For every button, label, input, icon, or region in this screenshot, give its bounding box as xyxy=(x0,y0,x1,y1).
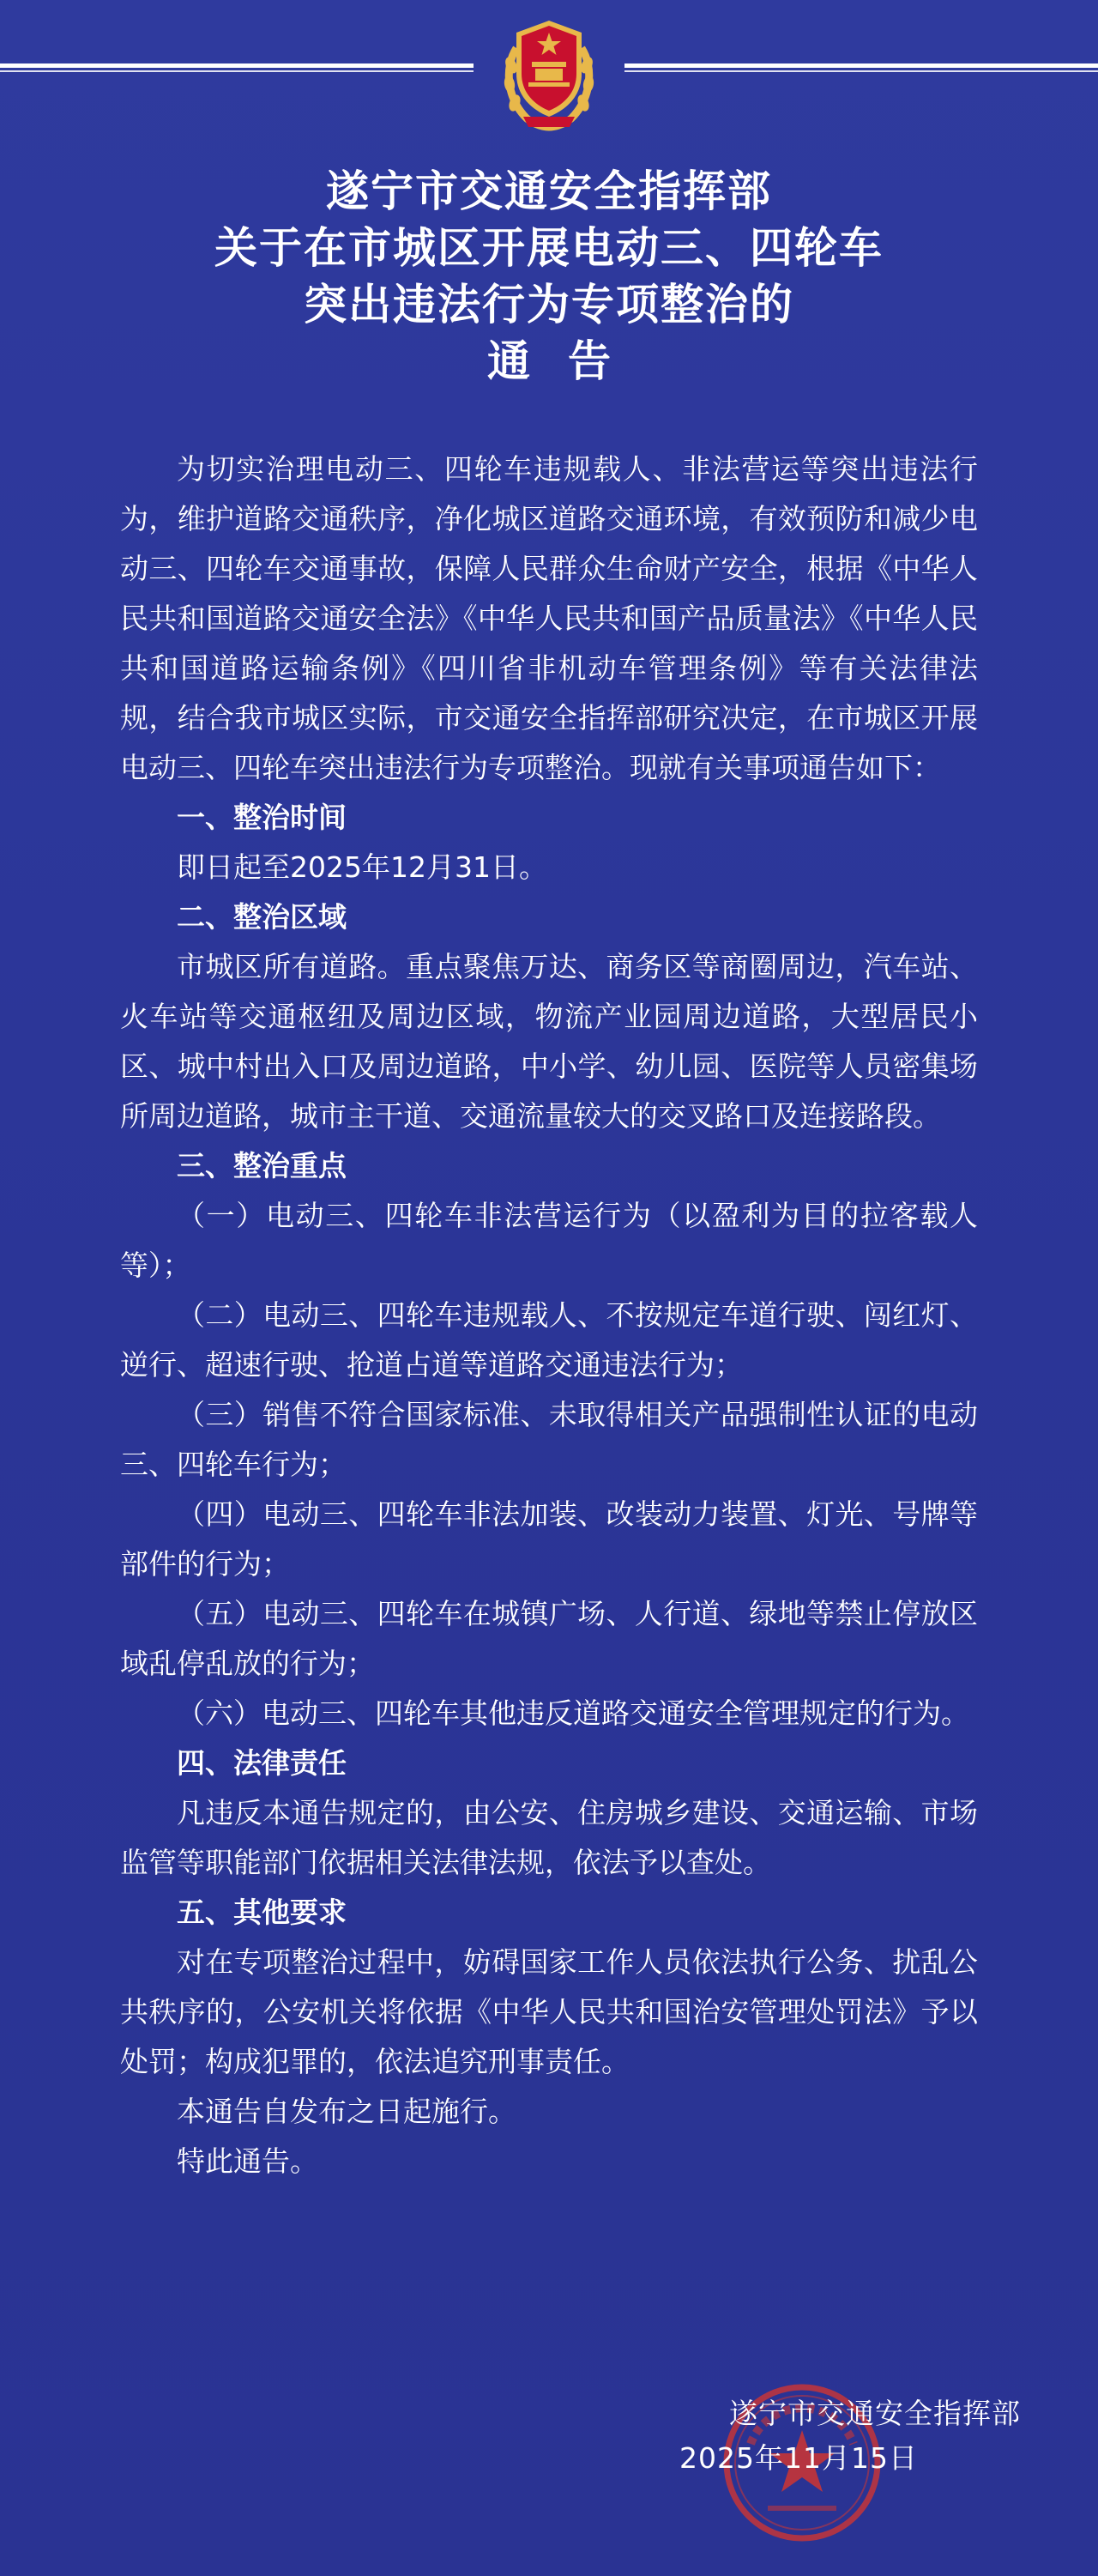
notice-body xyxy=(120,444,978,2186)
title-line-1: 遂宁市交通安全指挥部 xyxy=(326,166,772,216)
title-line-4: 通告 xyxy=(487,336,649,386)
decorative-line-right xyxy=(624,63,1098,76)
issue-date: 2025年11月15日 xyxy=(679,2441,918,2475)
section-time-text: 即日起至2025年12月31日。 xyxy=(177,850,547,884)
issuing-organization: 遂宁市交通安全指挥部 xyxy=(729,2397,1021,2430)
notice-title xyxy=(0,163,1098,390)
section-other-text: 对在专项整治过程中，妨碍国家工作人员依法执行公务、扰乱公共秩序的，公安机关将依据《中华人民共和国治安管理处罚法》予以处罚；构成犯罪的，依法追究刑事责任。 xyxy=(120,1945,978,2078)
effective-date-text: 本通告自发布之日起施行。 xyxy=(177,2095,516,2128)
header-band xyxy=(0,0,1098,146)
section-area-text: 市城区所有道路。重点聚焦万达、商务区等商圈周边，汽车站、火车站等交通枢纽及周边区域，物流产业园周边道路，大型居民小区、城中村出入口及周边道路，中小学、幼儿园、医院等人员密集场所周边道路，城市主干道、交通流量较大的交叉路口及连接路段。 xyxy=(120,950,978,1133)
police-emblem-icon xyxy=(498,14,600,134)
section-heading-area: 二、整治区域 xyxy=(177,900,347,934)
section-liability-text: 凡违反本通告规定的，由公安、住房城乡建设、交通运输、市场监管等职能部门依据相关法律法规，依法予以查处。 xyxy=(120,1796,978,1879)
focus-item-2: （二）电动三、四轮车违规载人、不按规定车道行驶、闯红灯、逆行、超速行驶、抢道占道等道路交通违法行为； xyxy=(120,1298,978,1382)
focus-item-3: （三）销售不符合国家标准、未取得相关产品强制性认证的电动三、四轮车行为； xyxy=(120,1398,978,1481)
title-line-2: 关于在市城区开展电动三、四轮车 xyxy=(214,223,884,273)
focus-item-5: （五）电动三、四轮车在城镇广场、人行道、绿地等禁止停放区域乱停乱放的行为； xyxy=(120,1597,978,1680)
focus-item-1: （一）电动三、四轮车非法营运行为（以盈利为目的拉客载人等）； xyxy=(120,1199,978,1282)
focus-item-6: （六）电动三、四轮车其他违反道路交通安全管理规定的行为。 xyxy=(177,1696,969,1730)
signature-block xyxy=(0,2377,1098,2549)
decorative-line-left xyxy=(0,63,474,76)
title-line-3: 突出违法行为专项整治的 xyxy=(304,280,794,330)
focus-item-4: （四）电动三、四轮车非法加装、改装动力装置、灯光、号牌等部件的行为； xyxy=(120,1497,978,1581)
intro-paragraph: 为切实治理电动三、四轮车违规载人、非法营运等突出违法行为，维护道路交通秩序，净化城区道路交通环境，有效预防和减少电动三、四轮车交通事故，保障人民群众生命财产安全，根据《中华人民共和国道路交通安全法》《中华人民共和国产品质量法》《中华人民共和国道路运输条例》《四川省非机动车管理条例》等有关法律法规，结合我市城区实际，市交通安全指挥部研究决定，在市城区开展电动三、四轮车突出违法行为专项整治。现就有关事项通告如下： xyxy=(120,452,978,784)
section-heading-focus: 三、整治重点 xyxy=(177,1149,347,1182)
section-heading-other: 五、其他要求 xyxy=(177,1896,347,1929)
closing-text: 特此通告。 xyxy=(177,2144,318,2178)
section-heading-time: 一、整治时间 xyxy=(177,801,347,834)
section-heading-liability: 四、法律责任 xyxy=(177,1746,347,1780)
